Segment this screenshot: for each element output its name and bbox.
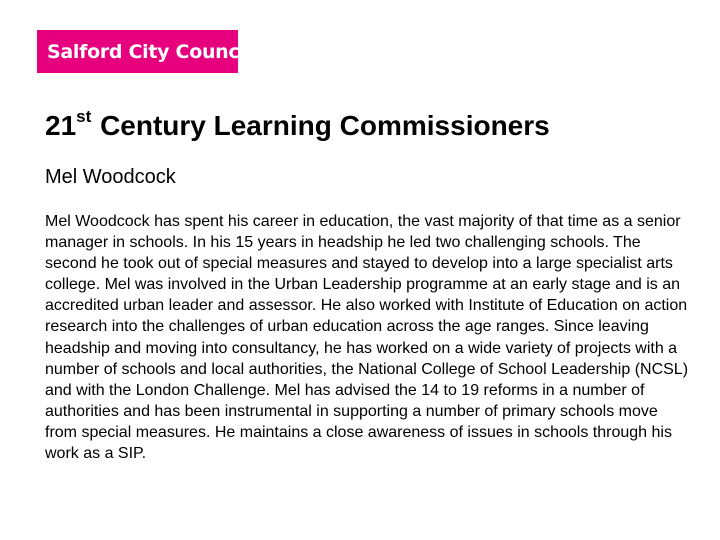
title-superscript: st	[76, 106, 92, 126]
title-number: 21	[45, 110, 77, 141]
page-title	[45, 108, 550, 144]
salford-city-council-logo	[37, 30, 252, 73]
bio-paragraph: Mel Woodcock has spent his career in education, the vast majority of that time as a senior manager in schools. In his 15 years in headship he led two challenging schools. The second he took out of special measures and stayed to develop into a large specialist arts college. Mel was involved in the Urban Leadership programme at an early stage and is an accredited urban leader and assessor. He also worked with Institute of Education on action research into the challenges of urban education across the age ranges. Since leaving headship and moving into consultancy, he has worked on a wide variety of projects with a number of schools and local authorities, the National College of School Leadership (NCSL) and with the London Challenge. Mel has advised the 14 to 19 reforms in a number of authorities and has been instrumental in supporting a number of primary schools move from special measures. He maintains a close awareness of issues in schools through his work as a SIP.	[45, 213, 689, 463]
title-rest: Century Learning Commissioners	[100, 110, 550, 141]
logo-text: Salford City Council	[47, 40, 252, 63]
person-name: Mel Woodcock	[45, 166, 176, 188]
